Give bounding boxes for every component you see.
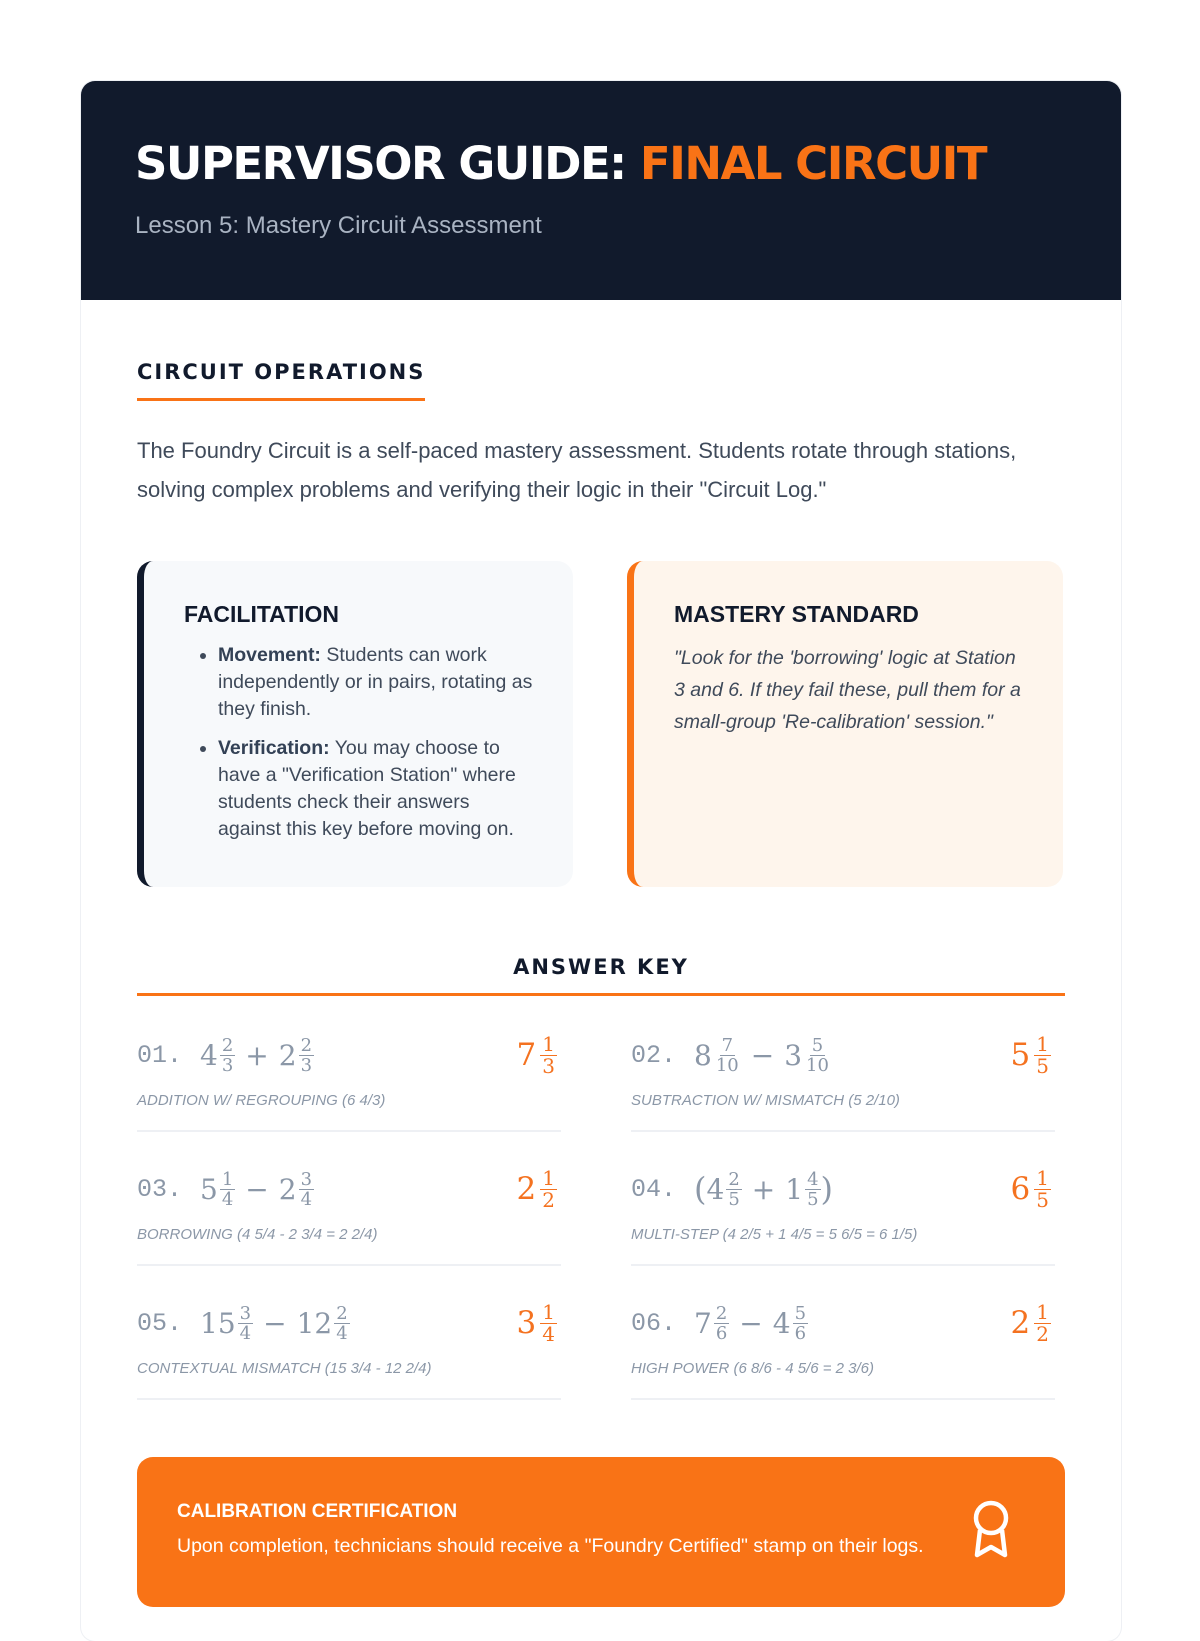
fraction bbox=[334, 1304, 349, 1343]
answer-whole: 2 bbox=[1010, 1305, 1031, 1341]
problem-number: 04. bbox=[631, 1174, 677, 1204]
denominator: 4 bbox=[221, 1188, 234, 1210]
denominator: 3 bbox=[542, 1053, 555, 1078]
answer-whole: 6 bbox=[1010, 1171, 1031, 1207]
answer-value bbox=[1011, 1298, 1051, 1348]
award-icon bbox=[967, 1497, 1015, 1561]
whole-number: 15 bbox=[200, 1306, 236, 1340]
certification-text: Upon completion, technicians should receive a "Foundry Certified" stamp on their logs. bbox=[177, 1535, 924, 1557]
page-subtitle: Lesson 5: Mastery Circuit Assessment bbox=[135, 212, 542, 239]
operator: − bbox=[263, 1306, 287, 1340]
header bbox=[81, 81, 1121, 300]
problem-number: 06. bbox=[631, 1308, 677, 1338]
whole-number: 8 bbox=[694, 1038, 712, 1072]
answer-whole: 2 bbox=[516, 1171, 537, 1207]
problem-expression bbox=[631, 1298, 808, 1348]
numerator: 2 bbox=[300, 1034, 313, 1056]
fraction bbox=[220, 1170, 235, 1209]
mastery-standard-quote: "Look for the 'borrowing' logic at Station 3 and 6. If they fail these, pull them for a small-group 'Re-calibration' session." bbox=[674, 647, 1021, 733]
numerator: 2 bbox=[336, 1302, 348, 1324]
list-item-label: Movement: bbox=[218, 644, 321, 666]
operator: − bbox=[750, 1038, 775, 1072]
fraction bbox=[1034, 1165, 1051, 1212]
certification-banner bbox=[137, 1457, 1065, 1607]
fraction bbox=[804, 1036, 831, 1075]
answer-value bbox=[1011, 1164, 1051, 1214]
fraction bbox=[714, 1036, 741, 1075]
fraction bbox=[1034, 1299, 1051, 1346]
denominator: 5 bbox=[728, 1188, 740, 1210]
answer-whole: 3 bbox=[516, 1305, 537, 1341]
answer-key-item bbox=[137, 1152, 561, 1266]
whole-number: 4 bbox=[200, 1038, 218, 1072]
denominator: 6 bbox=[794, 1322, 807, 1344]
problem-note: MULTI-STEP (4 2/5 + 1 4/5 = 5 6/5 = 6 1/5) bbox=[631, 1226, 918, 1243]
list-item-text: You may choose to have a "Verification Station" where students check their answers against this key before moving on. bbox=[218, 737, 516, 840]
numerator: 5 bbox=[794, 1302, 807, 1324]
fraction bbox=[540, 1299, 557, 1346]
problem-number: 01. bbox=[137, 1040, 183, 1070]
title-accent: FINAL CIRCUIT bbox=[639, 137, 987, 190]
problem-expression bbox=[631, 1030, 831, 1080]
numerator: 7 bbox=[721, 1034, 734, 1056]
fraction bbox=[793, 1304, 808, 1343]
denominator: 4 bbox=[542, 1321, 555, 1346]
fraction bbox=[220, 1036, 235, 1075]
problem-expression bbox=[137, 1030, 314, 1080]
problem-number: 02. bbox=[631, 1040, 677, 1070]
list-item-label: Verification: bbox=[218, 737, 330, 759]
denominator: 10 bbox=[715, 1054, 739, 1076]
whole-number: 7 bbox=[694, 1306, 712, 1340]
fraction bbox=[726, 1170, 741, 1209]
operator: − bbox=[739, 1306, 763, 1340]
whole-number: 5 bbox=[200, 1172, 218, 1206]
facilitation-box bbox=[137, 561, 573, 887]
answer-key-item bbox=[631, 1286, 1055, 1400]
whole-number: 3 bbox=[784, 1038, 803, 1072]
denominator: 10 bbox=[806, 1054, 829, 1076]
numerator: 1 bbox=[542, 1165, 555, 1190]
answer-whole: 5 bbox=[1010, 1037, 1031, 1073]
answer-key-grid bbox=[137, 1018, 1065, 1438]
problem-note: HIGH POWER (6 8/6 - 4 5/6 = 2 3/6) bbox=[631, 1360, 875, 1377]
fraction bbox=[540, 1031, 557, 1078]
answer-value bbox=[517, 1030, 557, 1080]
numerator: 1 bbox=[221, 1168, 234, 1190]
problem-expression bbox=[137, 1164, 314, 1214]
intro-paragraph: The Foundry Circuit is a self-paced mastery assessment. Students rotate through stations, solving complex problems and verifying their logic in their "Circuit Log." bbox=[137, 438, 1017, 502]
mastery-standard-box bbox=[627, 561, 1063, 887]
operator: − bbox=[245, 1172, 269, 1206]
problem-number: 05. bbox=[137, 1308, 183, 1338]
certification-title: CALIBRATION CERTIFICATION bbox=[177, 1501, 458, 1522]
circuit-operations-heading: CIRCUIT OPERATIONS bbox=[137, 360, 425, 401]
facilitation-list bbox=[184, 642, 533, 843]
list-item-text: Students can work independently or in pairs, rotating as they finish. bbox=[218, 644, 533, 720]
whole-number: 4 bbox=[772, 1306, 791, 1340]
numerator: 3 bbox=[300, 1168, 313, 1190]
whole-number: 2 bbox=[278, 1172, 297, 1206]
problem-note: ADDITION W/ REGROUPING (6 4/3) bbox=[137, 1092, 386, 1109]
denominator: 4 bbox=[336, 1322, 348, 1344]
fraction bbox=[714, 1304, 729, 1343]
fraction bbox=[540, 1165, 557, 1212]
whole-number: 2 bbox=[278, 1038, 297, 1072]
facilitation-heading: FACILITATION bbox=[184, 601, 340, 627]
whole-number: 12 bbox=[296, 1306, 333, 1340]
answer-value bbox=[517, 1164, 557, 1214]
denominator: 2 bbox=[542, 1187, 555, 1212]
answer-key-heading: ANSWER KEY bbox=[137, 955, 1065, 996]
fraction bbox=[299, 1170, 314, 1209]
denominator: 5 bbox=[807, 1188, 819, 1210]
whole-number: 4 bbox=[706, 1172, 725, 1206]
problem-expression bbox=[631, 1164, 833, 1214]
close-paren: ) bbox=[820, 1170, 834, 1208]
problem-note: BORROWING (4 5/4 - 2 3/4 = 2 2/4) bbox=[137, 1226, 378, 1243]
numerator: 1 bbox=[1036, 1165, 1049, 1190]
operator: + bbox=[245, 1038, 269, 1072]
problem-expression bbox=[137, 1298, 350, 1348]
numerator: 3 bbox=[239, 1302, 252, 1324]
problem-number: 03. bbox=[137, 1174, 183, 1204]
answer-key-item bbox=[631, 1152, 1055, 1266]
guide-card bbox=[81, 81, 1121, 1641]
denominator: 6 bbox=[715, 1322, 728, 1344]
numerator: 4 bbox=[807, 1168, 819, 1190]
operator: + bbox=[751, 1172, 776, 1206]
fraction bbox=[299, 1036, 314, 1075]
denominator: 5 bbox=[1036, 1187, 1049, 1212]
numerator: 1 bbox=[542, 1031, 555, 1056]
list-item bbox=[218, 735, 533, 843]
mastery-standard-heading: MASTERY STANDARD bbox=[674, 601, 919, 627]
fraction bbox=[805, 1170, 820, 1209]
answer-key-item bbox=[137, 1018, 561, 1132]
title-prefix: SUPERVISOR GUIDE: bbox=[135, 137, 626, 190]
numerator: 2 bbox=[221, 1034, 234, 1056]
answer-value bbox=[1011, 1030, 1051, 1080]
fraction bbox=[1034, 1031, 1051, 1078]
page-title bbox=[135, 81, 1067, 190]
answer-key-item bbox=[137, 1286, 561, 1400]
answer-value bbox=[517, 1298, 557, 1348]
problem-note: CONTEXTUAL MISMATCH (15 3/4 - 12 2/4) bbox=[137, 1360, 432, 1377]
denominator: 5 bbox=[1036, 1053, 1049, 1078]
denominator: 3 bbox=[221, 1054, 234, 1076]
denominator: 4 bbox=[300, 1188, 313, 1210]
numerator: 5 bbox=[811, 1034, 824, 1056]
denominator: 2 bbox=[1036, 1321, 1049, 1346]
whole-number: 1 bbox=[785, 1172, 804, 1206]
info-boxes bbox=[137, 561, 1065, 891]
numerator: 1 bbox=[542, 1299, 555, 1324]
content bbox=[81, 300, 1121, 1438]
numerator: 2 bbox=[715, 1302, 728, 1324]
denominator: 4 bbox=[239, 1322, 252, 1344]
denominator: 3 bbox=[300, 1054, 313, 1076]
fraction bbox=[238, 1304, 253, 1343]
numerator: 1 bbox=[1036, 1299, 1049, 1324]
numerator: 2 bbox=[728, 1168, 740, 1190]
answer-whole: 7 bbox=[516, 1037, 537, 1073]
list-item bbox=[218, 642, 533, 723]
numerator: 1 bbox=[1036, 1031, 1049, 1056]
answer-key-item bbox=[631, 1018, 1055, 1132]
problem-note: SUBTRACTION W/ MISMATCH (5 2/10) bbox=[631, 1092, 900, 1109]
open-paren: ( bbox=[694, 1170, 707, 1208]
